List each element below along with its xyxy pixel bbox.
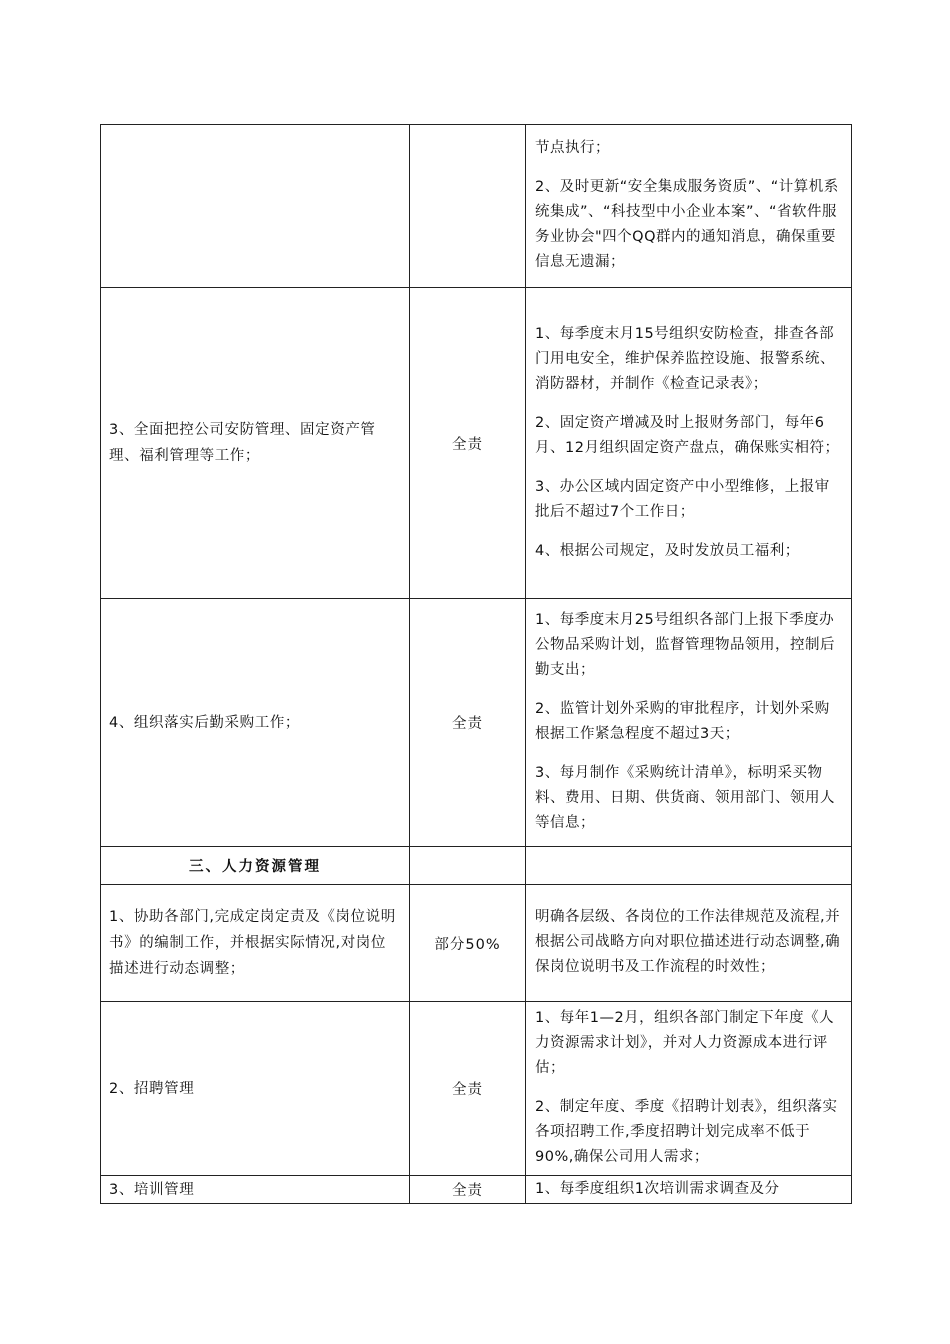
detail-item: 3、每月制作《采购统计清单》，标明采买物料、费用、日期、供货商、领用部门、领用人等信息； [535, 765, 835, 831]
table-row [101, 125, 852, 288]
detail-item: 4、根据公司规定，及时发放员工福利； [535, 542, 800, 559]
detail-item: 明确各层级、各岗位的工作法律规范及流程,并根据公司战略方向对职位描述进行动态调整,确保岗位说明书及工作流程的时效性； [535, 909, 841, 975]
task-cell: 4、组织落实后勤采购工作； [101, 599, 410, 847]
duty-table [100, 124, 852, 1204]
responsibility-cell: 全责 [410, 288, 526, 599]
detail-item: 节点执行； [535, 140, 610, 156]
detail-item: 3、办公区域内固定资产中小型维修，上报审批后不超过7个工作日； [535, 478, 830, 520]
table-row [101, 1002, 852, 1176]
section-empty-cell [410, 847, 526, 885]
task-cell: 2、招聘管理 [101, 1002, 410, 1176]
detail-item: 2、及时更新“安全集成服务资质”、“计算机系统集成”、“科技型中小企业本案”、“省软件服务业协会"四个QQ群内的通知消息，确保重要信息无遗漏； [535, 179, 839, 270]
detail-item: 1、每季度末月25号组织各部门上报下季度办公物品采购计划，监督管理物品领用，控制后勤支出； [535, 612, 835, 678]
detail-item: 2、固定资产增减及时上报财务部门，每年6月、12月组织固定资产盘点，确保账实相符； [535, 414, 840, 456]
table-row [101, 288, 852, 599]
responsibility-cell: 全责 [410, 1176, 526, 1204]
task-cell: 1、协助各部门,完成定岗定责及《岗位说明书》的编制工作，并根据实际情况,对岗位描述进行动态调整； [101, 885, 410, 1002]
section-row [101, 847, 852, 885]
table-row [101, 1176, 852, 1204]
responsibility-cell: 部分50% [410, 885, 526, 1002]
responsibility-cell: 全责 [410, 1002, 526, 1176]
task-cell: 3、全面把控公司安防管理、固定资产管理、福利管理等工作； [101, 288, 410, 599]
detail-item: 1、每年1—2月，组织各部门制定下年度《人力资源需求计划》，并对人力资源成本进行评估； [535, 1010, 835, 1076]
detail-item: 2、制定年度、季度《招聘计划表》，组织落实各项招聘工作,季度招聘计划完成率不低于90%,确保公司用人需求； [535, 1099, 838, 1165]
detail-item: 1、每季度组织1次培训需求调查及分 [535, 1181, 780, 1197]
detail-cell [526, 885, 852, 1002]
section-title: 三、人力资源管理 [101, 847, 410, 885]
task-cell [101, 125, 410, 288]
detail-item: 2、监管计划外采购的审批程序，计划外采购根据工作紧急程度不超过3天； [535, 701, 830, 742]
detail-cell [526, 288, 852, 599]
section-empty-cell [526, 847, 852, 885]
detail-cell [526, 1176, 852, 1204]
task-cell: 3、培训管理 [101, 1176, 410, 1204]
detail-cell [526, 599, 852, 847]
detail-cell [526, 125, 852, 288]
responsibility-cell [410, 125, 526, 288]
table-row [101, 885, 852, 1002]
detail-cell [526, 1002, 852, 1176]
responsibility-cell: 全责 [410, 599, 526, 847]
detail-item: 1、每季度末月15号组织安防检查，排查各部门用电安全，维护保养监控设施、报警系统、消防器材，并制作《检查记录表》； [535, 325, 835, 392]
table-row [101, 599, 852, 847]
